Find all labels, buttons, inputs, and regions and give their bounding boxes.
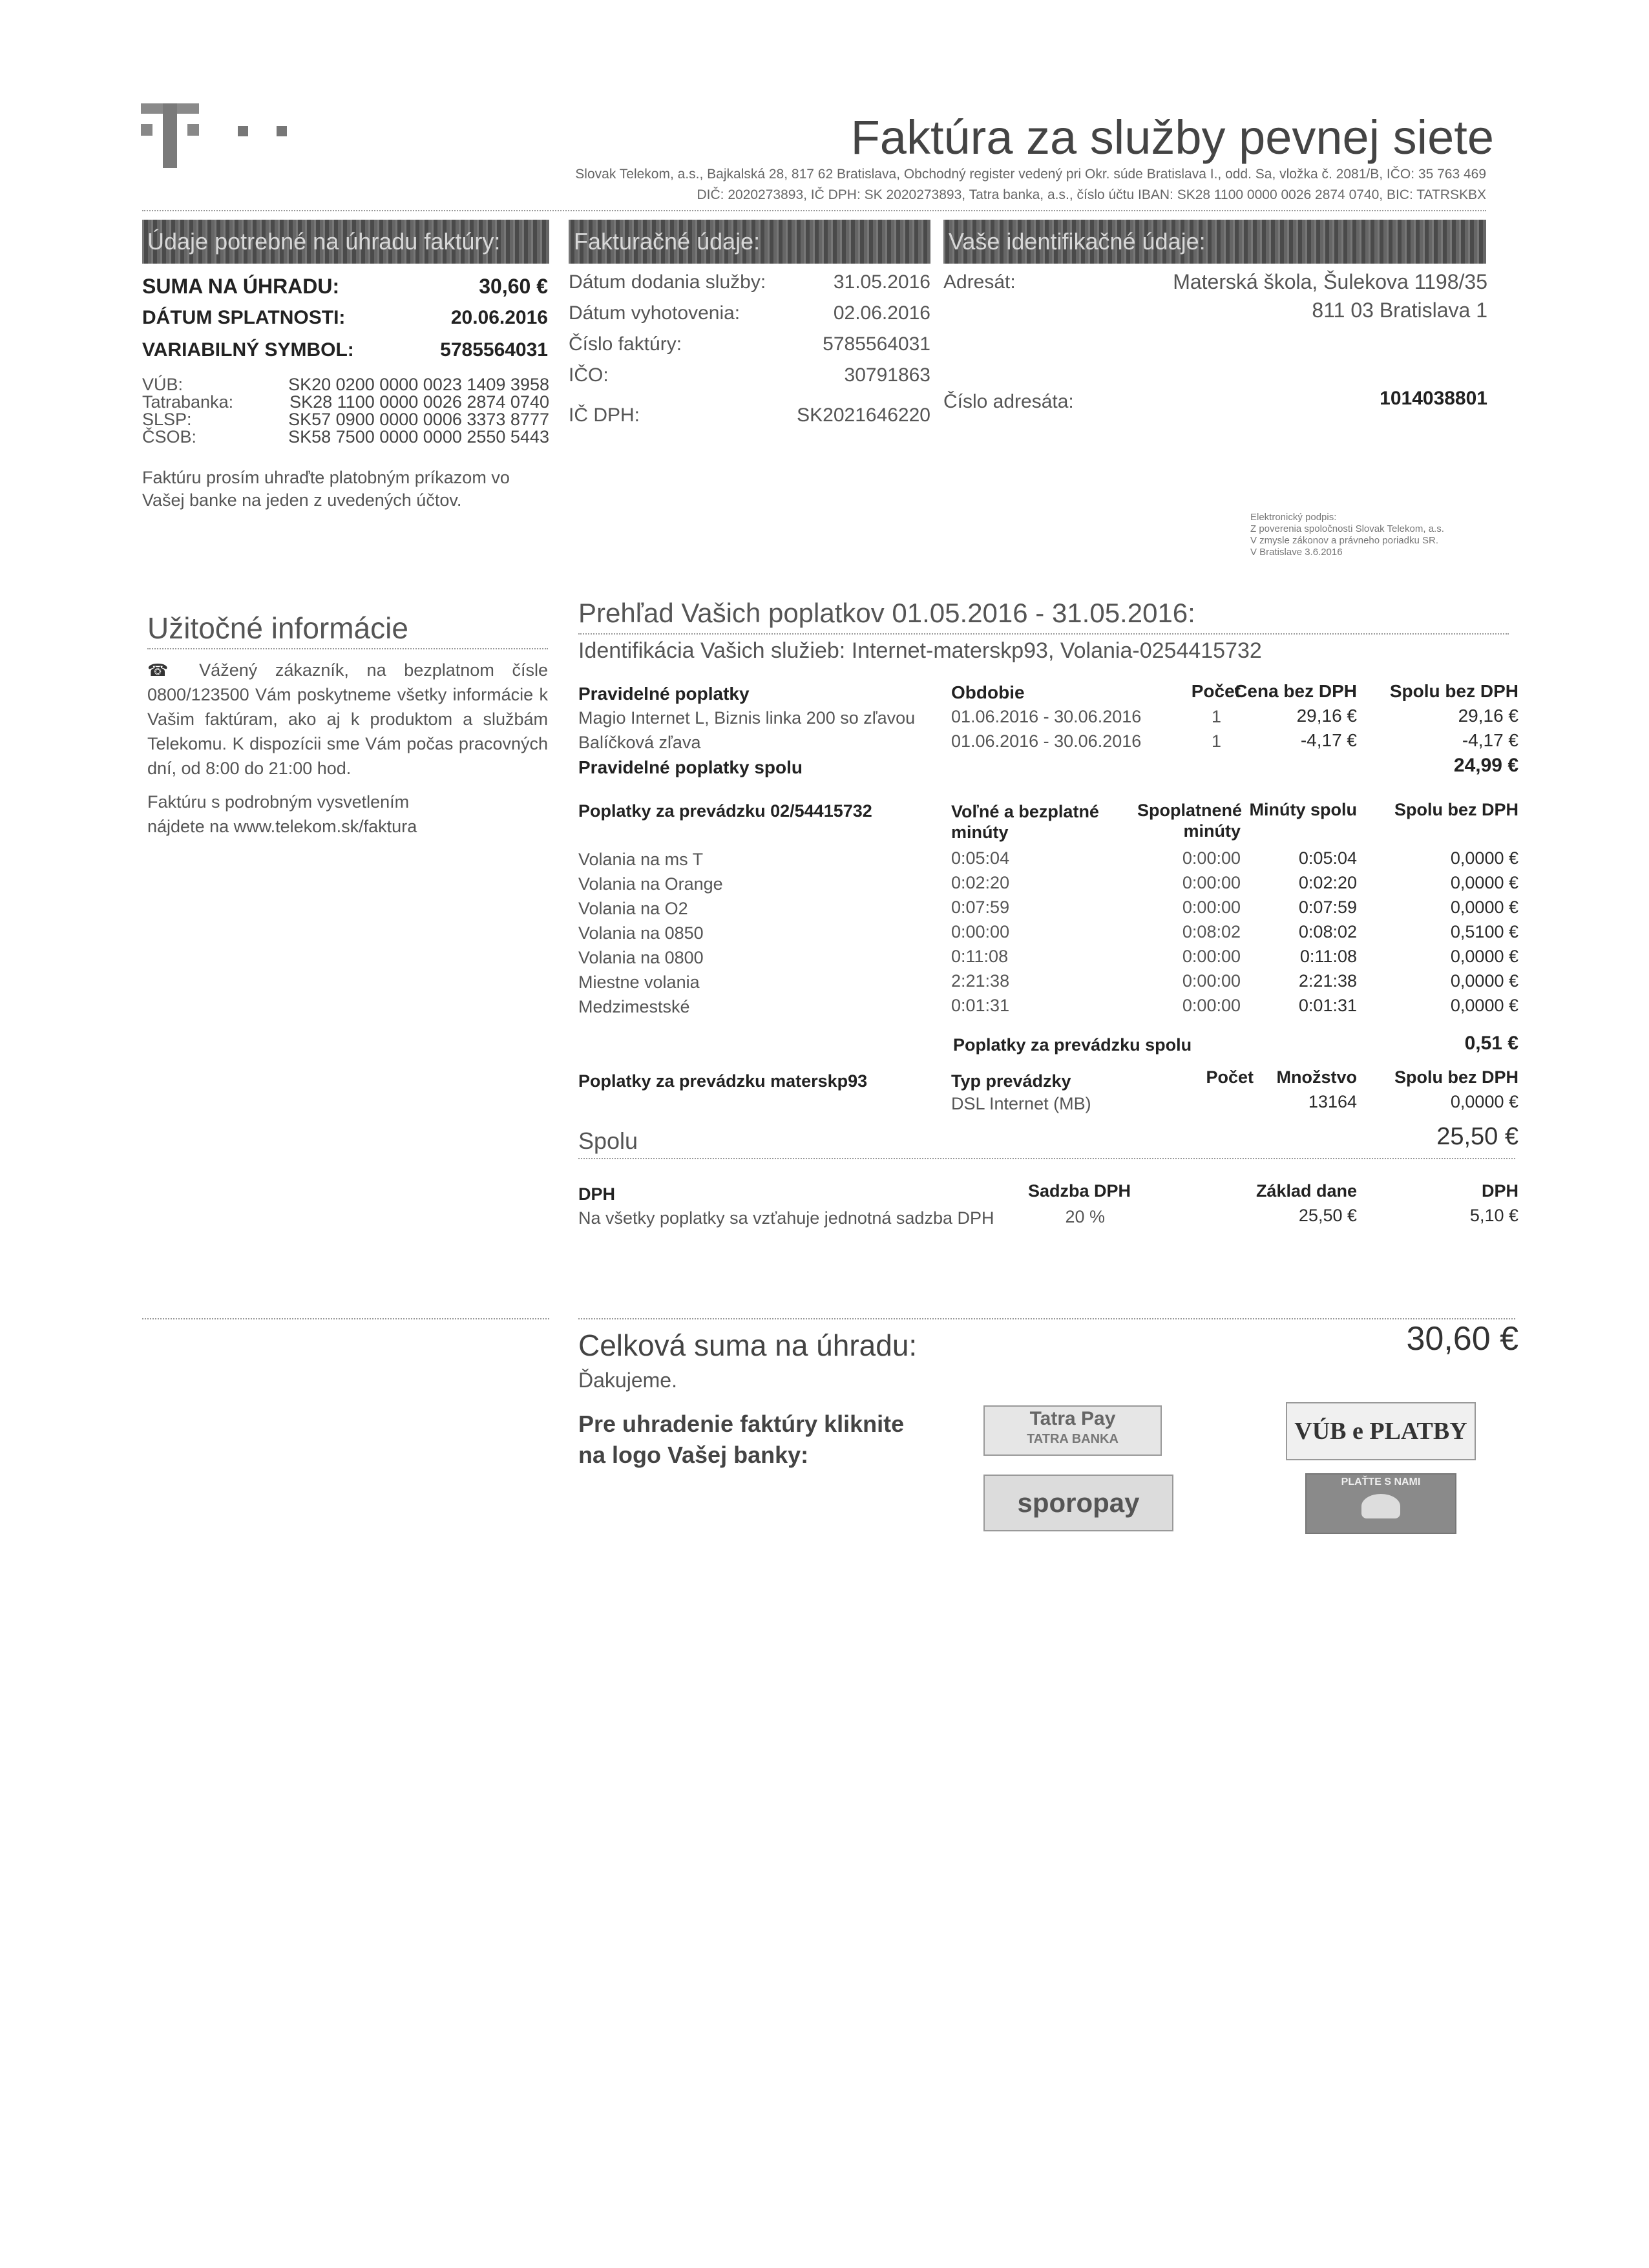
regular-row-price: -4,17 € bbox=[1300, 730, 1357, 750]
vat-header-vat: DPH bbox=[1481, 1181, 1518, 1201]
dsl-row-quantity: 13164 bbox=[1308, 1092, 1357, 1111]
regular-header-count: Počet bbox=[1191, 681, 1241, 701]
sporopay-label: sporopay bbox=[1017, 1487, 1140, 1518]
addressee-number-label: Číslo adresáta: bbox=[943, 391, 1074, 412]
call-row-total-min: 0:02:20 bbox=[1298, 873, 1357, 892]
esign-line: V Bratislave 3.6.2016 bbox=[1250, 547, 1343, 558]
bank-account: SK57 0900 0000 0006 3373 8777 bbox=[288, 410, 549, 429]
overview-divider bbox=[578, 633, 1509, 635]
call-row-free: 0:00:00 bbox=[951, 922, 1010, 941]
addressee-number-value: 1014038801 bbox=[1380, 388, 1487, 409]
bank-name: Tatrabanka: bbox=[142, 392, 234, 412]
overall-sum-value: 25,50 € bbox=[1436, 1123, 1518, 1150]
call-row-free: 0:07:59 bbox=[951, 898, 1010, 917]
sum-divider bbox=[578, 1158, 1515, 1159]
useful-info-para1: Vážený zákazník, na bezplatnom čísle 0800/123500 Vám poskytneme všetky informácie k Vašim faktúram, ako aj k produktom a službám Telekomu. K dispozícii sme Vám počas pracovných dní, od 8:00 do 21:00 hod. bbox=[147, 660, 548, 778]
phone-icon: ☎ bbox=[147, 660, 182, 680]
dsl-header-label: Poplatky za prevádzku materskp93 bbox=[578, 1071, 868, 1091]
call-row-name: Medzimestské bbox=[578, 997, 690, 1016]
call-row-free: 0:02:20 bbox=[951, 873, 1010, 892]
bank-name: VÚB: bbox=[142, 375, 184, 394]
bank-row bbox=[142, 375, 549, 392]
dsl-header-total: Spolu bez DPH bbox=[1394, 1067, 1518, 1087]
addressee-label: Adresát: bbox=[943, 271, 1016, 293]
call-row-name: Volania na ms T bbox=[578, 850, 704, 869]
bank-account: SK58 7500 0000 0000 2550 5443 bbox=[288, 427, 549, 446]
vat-row-vat: 5,10 € bbox=[1469, 1206, 1518, 1225]
overall-sum-label: Spolu bbox=[578, 1128, 638, 1154]
regular-row-period: 01.06.2016 - 30.06.2016 bbox=[951, 731, 1142, 751]
csob-emblem-icon bbox=[1361, 1494, 1400, 1518]
invoice-row bbox=[569, 364, 930, 395]
grand-total-value: 30,60 € bbox=[1406, 1320, 1518, 1358]
call-row-paid: 0:00:00 bbox=[1182, 947, 1241, 966]
regular-header-period: Obdobie bbox=[951, 682, 1025, 702]
call-row-paid: 0:00:00 bbox=[1182, 996, 1241, 1015]
calls-header-total-min: Minúty spolu bbox=[1249, 800, 1357, 819]
call-row-name: Volania na 0800 bbox=[578, 948, 704, 967]
regular-row-name: Magio Internet L, Biznis linka 200 so zľavou bbox=[578, 708, 916, 728]
invoice-row-value: SK2021646220 bbox=[797, 404, 930, 426]
calls-header-label: Poplatky za prevádzku 02/54415732 bbox=[578, 801, 872, 821]
band-ident: Vaše identifikačné údaje: bbox=[943, 220, 1486, 264]
call-row-free: 0:05:04 bbox=[951, 848, 1010, 868]
call-row-paid: 0:00:00 bbox=[1182, 898, 1241, 917]
useful-info-para2: Faktúru s podrobným vysvetlením nájdete na www.telekom.sk/faktura bbox=[147, 792, 417, 836]
call-row-paid: 0:08:02 bbox=[1182, 922, 1241, 941]
regular-row-price: 29,16 € bbox=[1296, 706, 1357, 726]
bank-name: ČSOB: bbox=[142, 427, 197, 446]
dsl-header-type: Typ prevádzky bbox=[951, 1071, 1071, 1091]
company-info-line2: DIČ: 2020273893, IČ DPH: SK 2020273893, Tatra banka, a.s., číslo účtu IBAN: SK28 1100 0000 0026 2874 0740, BIC: TATRSKBX bbox=[697, 187, 1486, 202]
call-row-name: Volania na 0850 bbox=[578, 923, 704, 943]
regular-row-total: 29,16 € bbox=[1458, 706, 1518, 726]
call-row-paid: 0:00:00 bbox=[1182, 873, 1241, 892]
invoice-row-label: Číslo faktúry: bbox=[569, 333, 682, 355]
useful-info-text bbox=[147, 658, 548, 781]
tatrapay-logo-button[interactable] bbox=[983, 1405, 1162, 1456]
invoice-row-value: 31.05.2016 bbox=[833, 271, 930, 293]
telekom-logo bbox=[141, 97, 309, 178]
esign-line: V zmysle zákonov a právneho poriadku SR. bbox=[1250, 535, 1438, 546]
tatrapay-subtitle: TATRA BANKA bbox=[1027, 1432, 1119, 1446]
overview-title: Prehľad Vašich poplatkov 01.05.2016 - 31.05.2016: bbox=[578, 598, 1195, 628]
esign-line: Elektronický podpis: bbox=[1250, 512, 1337, 523]
vat-row-text: Na všetky poplatky sa vzťahuje jednotná sadzba DPH bbox=[578, 1208, 994, 1228]
bank-name: SLSP: bbox=[142, 410, 192, 429]
due-label: DÁTUM SPLATNOSTI: bbox=[142, 307, 346, 328]
pay-prompt: Pre uhradenie faktúry kliknite na logo Vašej banky: bbox=[578, 1411, 905, 1468]
regular-total-label: Pravidelné poplatky spolu bbox=[578, 757, 803, 777]
thanks-text: Ďakujeme. bbox=[578, 1369, 677, 1392]
invoice-title: Faktúra za služby pevnej siete bbox=[850, 110, 1494, 164]
grand-total-label: Celková suma na úhradu: bbox=[578, 1328, 918, 1362]
calls-header-free: Voľné a bezplatné minúty bbox=[951, 802, 1099, 842]
vub-eplatby-logo-button[interactable] bbox=[1286, 1402, 1476, 1460]
footer-divider-left bbox=[142, 1318, 549, 1319]
call-row-total: 0,5100 € bbox=[1450, 922, 1518, 941]
invoice-row-label: IČ DPH: bbox=[569, 404, 640, 426]
call-row-free: 0:11:08 bbox=[951, 947, 1009, 966]
vat-row-rate: 20 % bbox=[1065, 1207, 1105, 1226]
call-row-free: 2:21:38 bbox=[951, 971, 1010, 991]
vub-eplatby-label: VÚB e PLATBY bbox=[1294, 1418, 1467, 1445]
call-row-total: 0,0000 € bbox=[1450, 971, 1518, 991]
call-row-total-min: 0:07:59 bbox=[1298, 898, 1357, 917]
invoice-row bbox=[569, 333, 930, 364]
dsl-row-type: DSL Internet (MB) bbox=[951, 1094, 1091, 1113]
invoice-row-label: Dátum vyhotovenia: bbox=[569, 302, 740, 324]
invoice-row bbox=[569, 302, 930, 333]
calls-header-total: Spolu bez DPH bbox=[1394, 800, 1518, 819]
call-row-paid: 0:00:00 bbox=[1182, 971, 1241, 991]
regular-header-total: Spolu bez DPH bbox=[1389, 681, 1518, 701]
calls-header-paid: Spoplatnené minúty bbox=[1137, 801, 1243, 841]
sum-label: SUMA NA ÚHRADU: bbox=[142, 275, 340, 298]
regular-row-count: 1 bbox=[1211, 731, 1221, 751]
vs-label: VARIABILNÝ SYMBOL: bbox=[142, 339, 354, 361]
sum-value: 30,60 € bbox=[479, 275, 548, 298]
calls-total-value: 0,51 € bbox=[1464, 1033, 1518, 1054]
call-row-total: 0,0000 € bbox=[1450, 873, 1518, 892]
calls-total-label: Poplatky za prevádzku spolu bbox=[953, 1035, 1192, 1055]
call-row-free: 0:01:31 bbox=[951, 996, 1010, 1015]
bank-row bbox=[142, 410, 549, 427]
call-row-total-min: 0:01:31 bbox=[1298, 996, 1357, 1015]
call-row-total-min: 0:11:08 bbox=[1299, 947, 1357, 966]
invoice-row bbox=[569, 404, 930, 436]
vat-header-base: Základ dane bbox=[1255, 1181, 1357, 1201]
sporopay-logo-button[interactable] bbox=[983, 1475, 1173, 1531]
vat-header-rate: Sadzba DPH bbox=[1027, 1181, 1131, 1201]
call-row-total-min: 0:05:04 bbox=[1298, 848, 1357, 868]
addressee-line1: Materská škola, Šulekova 1198/35 bbox=[1173, 270, 1487, 293]
regular-header-price: Cena bez DPH bbox=[1234, 681, 1357, 701]
header-divider bbox=[142, 210, 1486, 211]
vat-header-label: DPH bbox=[578, 1184, 616, 1204]
regular-row-period: 01.06.2016 - 30.06.2016 bbox=[951, 707, 1142, 726]
csob-label: PLAŤTE S NAMI bbox=[1341, 1476, 1421, 1487]
due-value: 20.06.2016 bbox=[450, 307, 548, 328]
bank-account: SK20 0200 0000 0023 1409 3958 bbox=[288, 375, 549, 394]
call-row-name: Volania na O2 bbox=[578, 899, 688, 918]
dsl-header-count: Počet bbox=[1206, 1067, 1254, 1087]
esign-line: Z poverenia spoločnosti Slovak Telekom, a.s. bbox=[1250, 523, 1444, 534]
useful-info-divider bbox=[147, 648, 548, 649]
tatrapay-title: Tatra Pay bbox=[1029, 1408, 1116, 1429]
invoice-row-value: 30791863 bbox=[844, 364, 930, 386]
band-invoice: Fakturačné údaje: bbox=[569, 220, 930, 264]
services-identification: Identifikácia Vašich služieb: Internet-materskp93, Volania-0254415732 bbox=[578, 638, 1262, 663]
payment-note: Faktúru prosím uhraďte platobným príkazom vo Vašej banke na jeden z uvedených účtov. bbox=[142, 468, 510, 510]
bank-row bbox=[142, 427, 549, 445]
call-row-name: Miestne volania bbox=[578, 972, 700, 992]
bank-accounts bbox=[142, 375, 549, 445]
regular-header-label: Pravidelné poplatky bbox=[578, 684, 750, 704]
invoice-row-label: IČO: bbox=[569, 364, 609, 386]
company-info-line1: Slovak Telekom, a.s., Bajkalská 28, 817 62 Bratislava, Obchodný register vedený pri Okr. súde Bratislava I., odd. Sa, vložka č. 2081/B, IČO: 35 763 469 bbox=[575, 167, 1486, 182]
regular-row-name: Balíčková zľava bbox=[578, 733, 701, 752]
dsl-row-total: 0,0000 € bbox=[1450, 1092, 1518, 1111]
bank-account: SK28 1100 0000 0026 2874 0740 bbox=[289, 392, 549, 412]
invoice-details bbox=[569, 271, 930, 436]
addressee-line2: 811 03 Bratislava 1 bbox=[1312, 299, 1487, 322]
invoice-row bbox=[569, 271, 930, 302]
csob-logo-button[interactable] bbox=[1305, 1473, 1456, 1534]
call-row-name: Volania na Orange bbox=[578, 874, 723, 894]
call-row-total: 0,0000 € bbox=[1450, 898, 1518, 917]
invoice-row-value: 02.06.2016 bbox=[833, 302, 930, 324]
call-row-total: 0,0000 € bbox=[1450, 996, 1518, 1015]
useful-info-title: Užitočné informácie bbox=[147, 611, 408, 645]
call-row-total-min: 0:08:02 bbox=[1298, 922, 1357, 941]
call-row-total: 0,0000 € bbox=[1450, 947, 1518, 966]
call-row-total-min: 2:21:38 bbox=[1298, 971, 1357, 991]
invoice-row-label: Dátum dodania služby: bbox=[569, 271, 766, 293]
dsl-header-quantity: Množstvo bbox=[1276, 1067, 1357, 1087]
vs-value: 5785564031 bbox=[440, 339, 548, 361]
call-row-total: 0,0000 € bbox=[1450, 848, 1518, 868]
invoice-row-value: 5785564031 bbox=[823, 333, 930, 355]
electronic-signature bbox=[1250, 512, 1444, 558]
regular-total-value: 24,99 € bbox=[1453, 755, 1518, 776]
bank-row bbox=[142, 392, 549, 410]
vat-row-base: 25,50 € bbox=[1298, 1206, 1357, 1225]
regular-row-total: -4,17 € bbox=[1462, 730, 1518, 750]
band-payment: Údaje potrebné na úhradu faktúry: bbox=[142, 220, 549, 264]
call-row-paid: 0:00:00 bbox=[1182, 848, 1241, 868]
regular-row-count: 1 bbox=[1211, 707, 1221, 726]
